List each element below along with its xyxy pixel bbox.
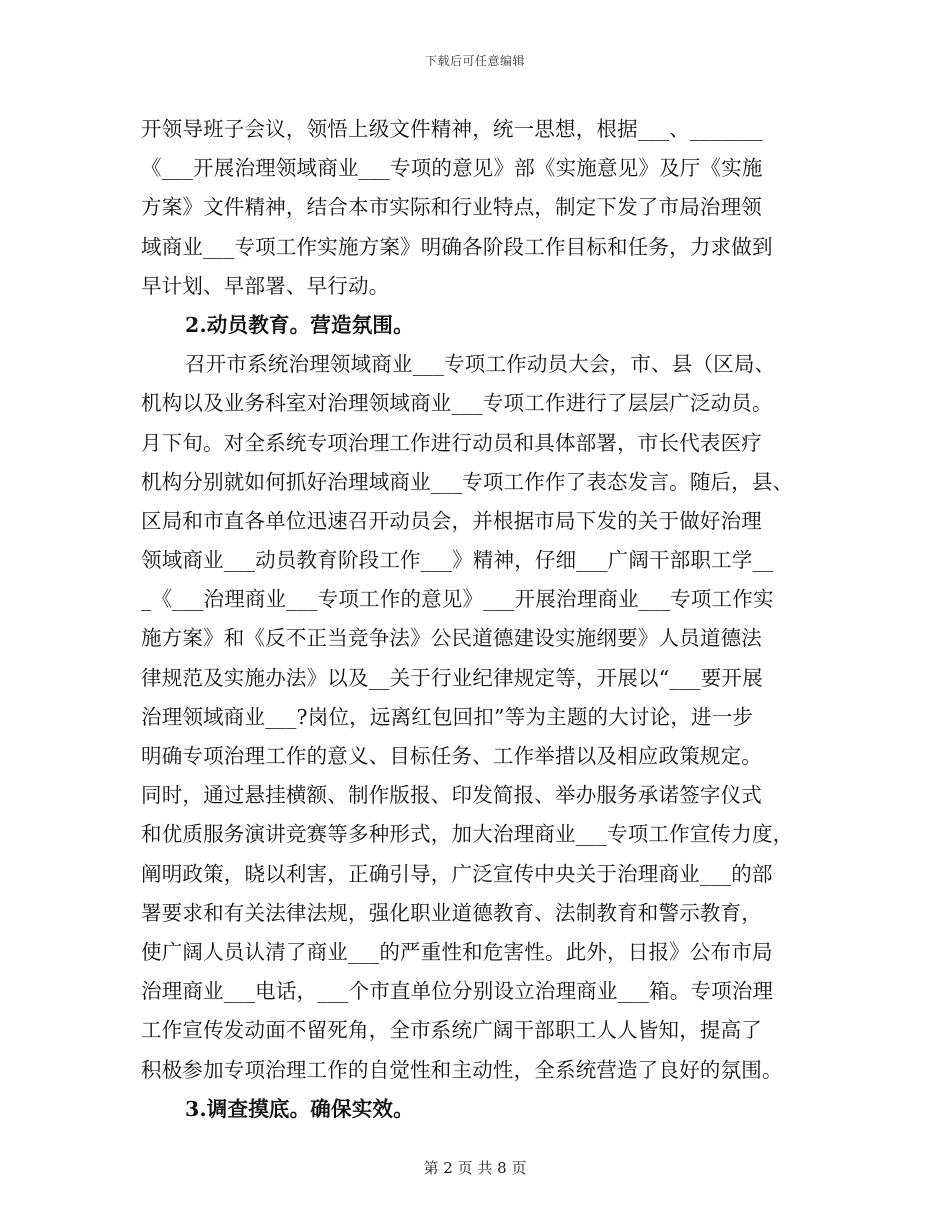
text-line: 机构分别就如何抓好治理域商业___专项工作作了表态发言。随后，县、: [141, 469, 794, 494]
text-line: 阐明政策，晓以利害，正确引导，广泛宣传中央关于治理商业___的部: [141, 861, 773, 886]
document-body: [141, 110, 821, 1129]
page-number: 第 2 页 共 8 页: [423, 1159, 527, 1177]
text-line: 明确专项治理工作的意义、目标任务、工作举措以及相应政策规定。: [141, 744, 762, 768]
text-line: 早计划、早部署、早行动。: [141, 273, 390, 298]
text-line: 积极参加专项治理工作的自觉性和主动性，全系统营造了良好的氛围。: [141, 1057, 783, 1082]
text-line: 召开市系统治理领域商业___专项工作动员大会，市、县（区局、: [185, 352, 776, 377]
text-line: 使广阔人员认清了商业___的严重性和危害性。此外，日报》公布市局: [141, 939, 773, 964]
text-line: 《___开展治理领域商业___专项的意见》部《实施意见》及厅《实施: [141, 156, 763, 181]
text-line: 同时，通过悬挂横额、制作版报、印发简报、举办服务承诺签字仪式: [141, 783, 762, 808]
text-line: 域商业___专项工作实施方案》明确各阶段工作目标和任务，力求做到: [141, 234, 773, 259]
text-line: 月下旬。对全系统专项治理工作进行动员和具体部署，市长代表医疗: [141, 430, 762, 455]
text-line: 方案》文件精神，结合本市实际和行业特点，制定下发了市局治理领: [141, 195, 762, 220]
text-line: 工作宣传发动面不留死角，全市系统广阔干部职工人人皆知，提高了: [141, 1018, 762, 1043]
text-line: 施方案》和《反不正当竞争法》公民道德建设实施纲要》人员道德法: [141, 626, 762, 651]
section-heading: 3.调查摸底。确保实效。: [185, 1096, 414, 1121]
text-line: 区局和市直各单位迅速召开动员会，并根据市局下发的关于做好治理: [141, 508, 762, 533]
text-line: 领域商业___动员教育阶段工作___》精神，仔细___广阔干部职工学__: [141, 548, 774, 573]
text-line: 署要求和有关法律法规，强化职业道德教育、法制教育和警示教育，: [141, 900, 762, 925]
text-line: 治理领域商业___?岗位，远离红包回扣”等为主题的大讨论，进一步: [141, 704, 754, 729]
text-line: 开领导班子会议，领悟上级文件精神，统一思想，根据___、_______: [141, 117, 763, 141]
text-line: _《___治理商业___专项工作的意见》___开展治理商业___专项工作实: [141, 587, 774, 612]
text-line: 治理商业___电话，___个市直单位分别设立治理商业___箱。专项治理: [141, 979, 774, 1004]
text-line: 机构以及业务科室对治理领域商业___专项工作进行了层层广泛动员。: [141, 391, 773, 416]
text-line: 和优质服务演讲竞赛等多种形式，加大治理商业___专项工作宣传力度，: [141, 822, 794, 847]
page-header: 下载后可任意编辑: [424, 54, 525, 68]
section-heading: 2.动员教育。营造氛围。: [185, 312, 414, 337]
text-line: 律规范及实施办法》以及__关于行业纪律规定等，开展以“___要开展: [141, 665, 763, 690]
